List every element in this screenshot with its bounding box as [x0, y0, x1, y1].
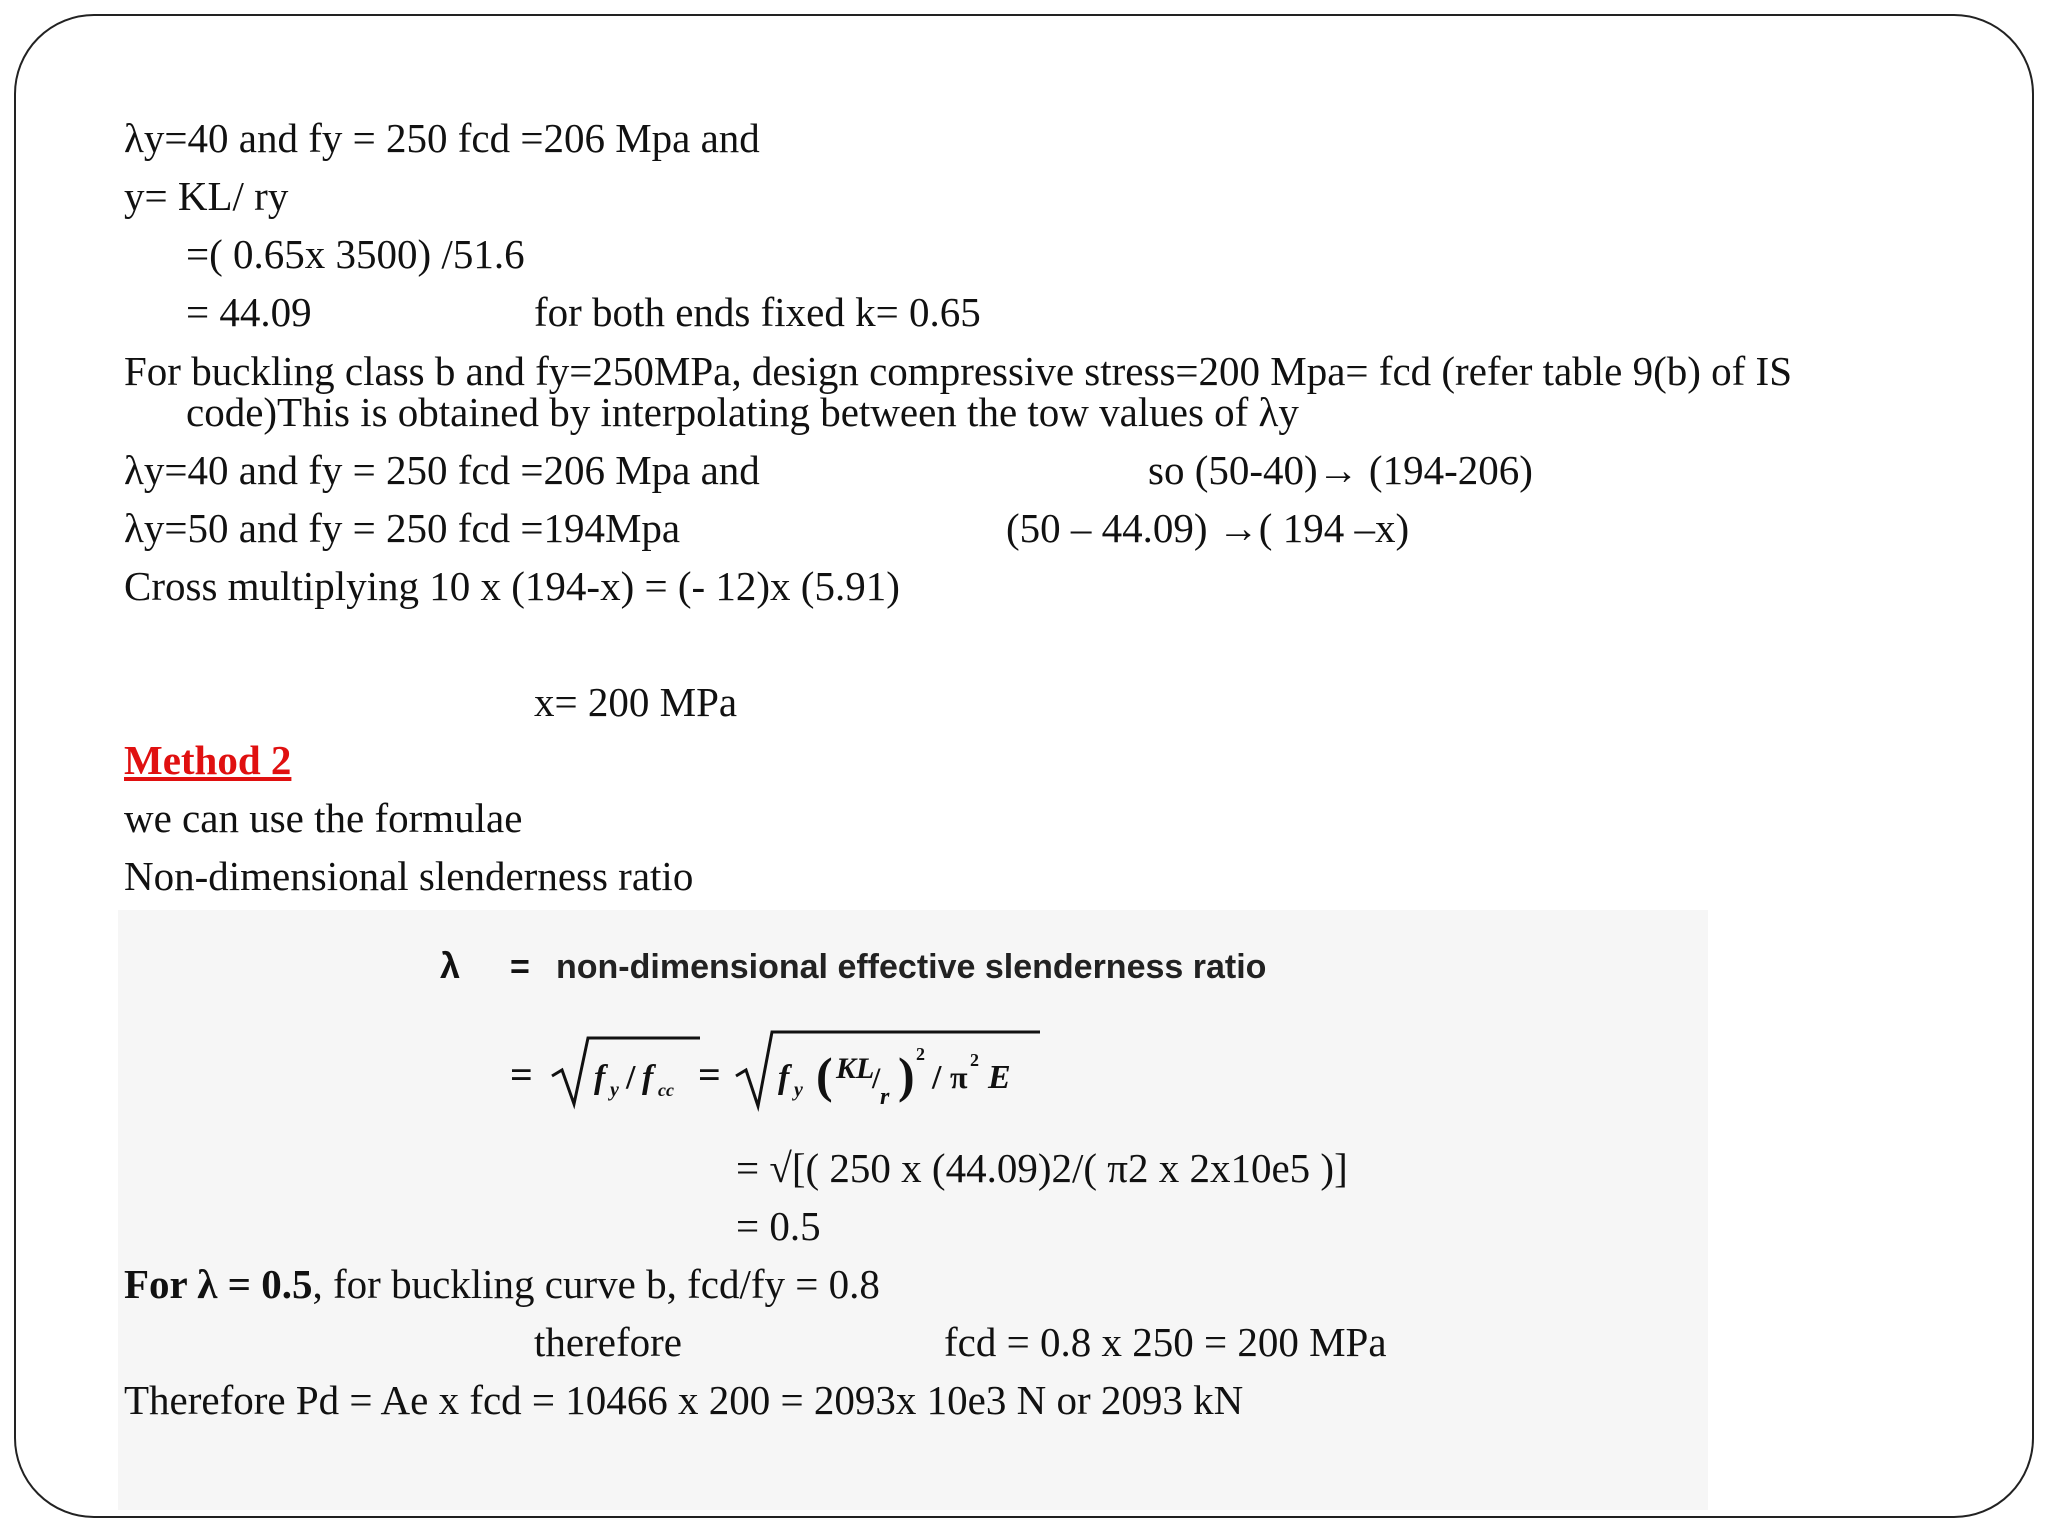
line-therefore: therefore [534, 1319, 682, 1365]
line-end-condition: for both ends fixed k= 0.65 [534, 289, 981, 335]
svg-text:2: 2 [970, 1050, 979, 1070]
line-lambda-result: = 0.5 [736, 1203, 821, 1249]
line-interpolation-note: code)This is obtained by interpolating between the tow values of λy [186, 389, 1299, 435]
line-lambda-50: λy=50 and fy = 250 fcd =194Mpa [124, 505, 681, 551]
svg-text:f: f [594, 1059, 606, 1096]
line-fcd-result: fcd = 0.8 x 250 = 200 MPa [944, 1319, 1387, 1365]
svg-text:y: y [794, 1079, 803, 1101]
slenderness-formula-image [500, 1020, 1060, 1130]
lambda-bold-label: For λ = 0.5 [124, 1261, 313, 1307]
svg-text:π: π [950, 1059, 968, 1095]
svg-text:(: ( [816, 1047, 833, 1103]
svg-text:E: E [988, 1059, 1011, 1096]
line-slenderness-calc: =( 0.65x 3500) /51.6 [186, 231, 525, 277]
svg-text:KL: KL [836, 1052, 875, 1085]
line-lambda-40-repeat: λy=40 and fy = 250 fcd =206 Mpa and [124, 447, 760, 493]
line-lambda-40: λy=40 and fy = 250 fcd =206 Mpa and [124, 115, 760, 161]
svg-text:/: / [932, 1059, 942, 1096]
def-equals: = [510, 948, 530, 986]
line-nondim-ratio: Non-dimensional slenderness ratio [124, 853, 694, 899]
svg-text:y: y [610, 1079, 619, 1101]
line-curve-b [124, 1261, 880, 1307]
line-slenderness-result: = 44.09 [186, 289, 312, 335]
line-cross-multiply: Cross multiplying 10 x (194-x) = (- 12)x (5.91) [124, 563, 900, 609]
svg-text:f: f [642, 1059, 654, 1096]
svg-text:): ) [898, 1047, 915, 1103]
line-slenderness-def: y= KL/ ry [124, 173, 289, 219]
line-pd-result: Therefore Pd = Ae x fcd = 10466 x 200 = 2093x 10e3 N or 2093 kN [124, 1377, 1244, 1423]
curve-b-text: , for buckling curve b, fcd/fy = 0.8 [312, 1261, 880, 1307]
svg-text:2: 2 [916, 1044, 925, 1064]
svg-text:=: = [698, 1052, 721, 1097]
def-description: non-dimensional effective slenderness ratio [556, 948, 1267, 986]
svg-text:r: r [880, 1084, 890, 1110]
method-2-heading: Method 2 [124, 737, 292, 783]
svg-text:cc: cc [658, 1080, 674, 1100]
svg-text:f: f [778, 1059, 790, 1096]
line-buckling-class: For buckling class b and fy=250MPa, design compressive stress=200 Mpa= fcd (refer table 9(b) of IS [124, 348, 1793, 394]
line-use-formulae: we can use the formulae [124, 795, 523, 841]
lambda-symbol: λ [440, 945, 461, 986]
line-interp-ratio-2: (50 – 44.09) →( 194 –x) [1006, 505, 1410, 551]
line-lambda-calc: = √[( 250 x (44.09)2/( π2 x 2x10e5 )] [736, 1145, 1348, 1191]
svg-text:=: = [510, 1052, 533, 1097]
line-x-result: x= 200 MPa [534, 679, 738, 725]
line-interp-ratio-1: so (50-40)→ (194-206) [1148, 447, 1533, 493]
svg-text:/: / [626, 1059, 636, 1096]
svg-text:/: / [872, 1062, 881, 1095]
